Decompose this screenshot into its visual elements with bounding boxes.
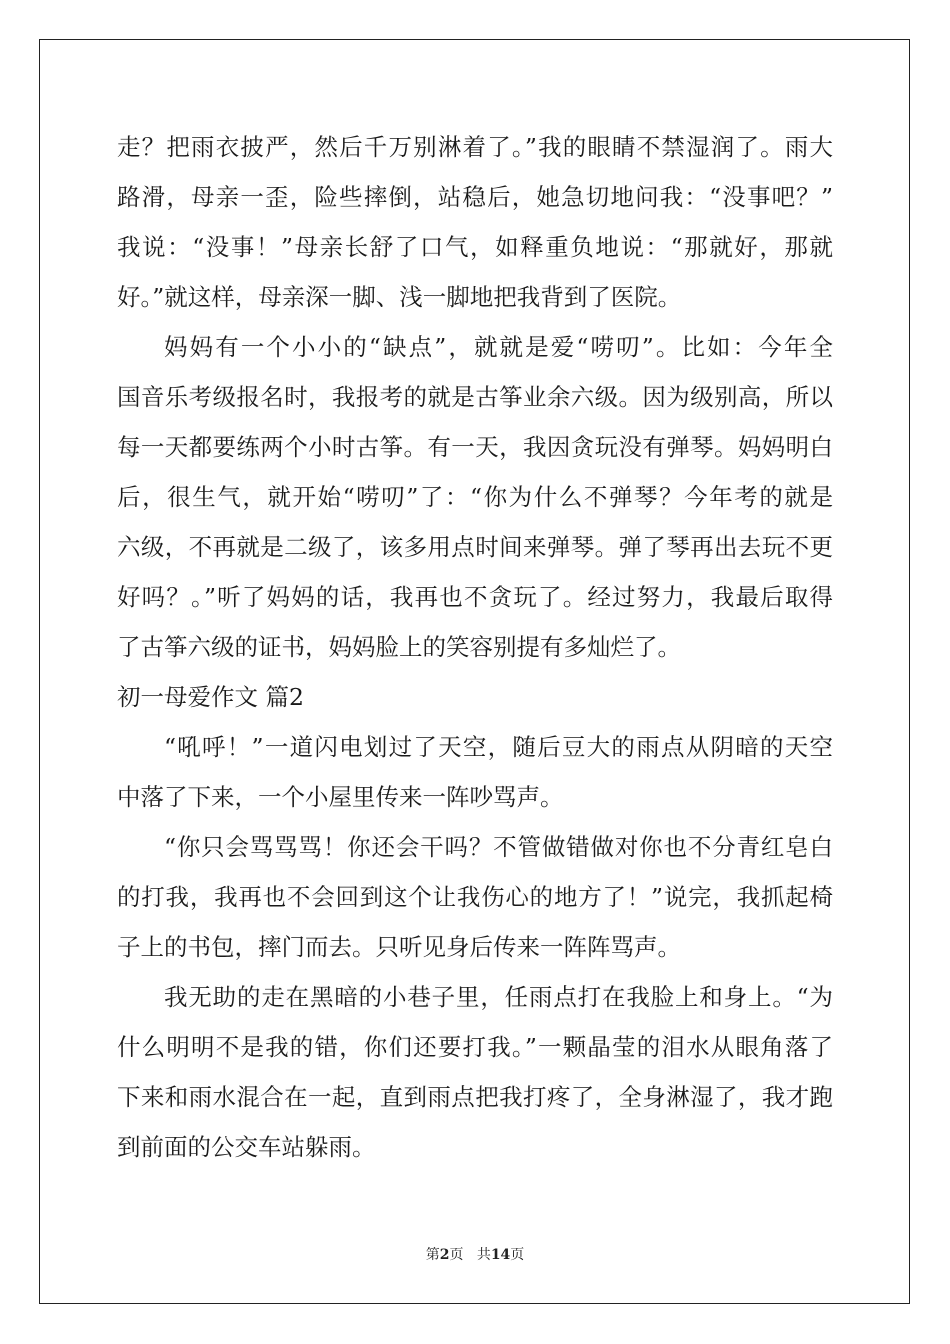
page-number: 2 <box>439 1247 450 1263</box>
text-line: 好吗？。”听了妈妈的话，我再也不贪玩了。经过努力，我最后取得 <box>117 583 833 611</box>
text-line: 子上的书包，摔门而去。只听见身后传来一阵阵骂声。 <box>117 933 681 961</box>
text-line: 中落了下来，一个小屋里传来一阵吵骂声。 <box>117 783 564 811</box>
text-line: 了古筝六级的证书，妈妈脸上的笑容别提有多灿烂了。 <box>117 633 681 661</box>
total-prefix: 共 <box>476 1247 491 1263</box>
text-line: “你只会骂骂骂！你还会干吗？不管做错做对你也不分青红皂白 <box>164 833 833 861</box>
text-line: 国音乐考级报名时，我报考的就是古筝业余六级。因为级别高，所以 <box>117 383 833 411</box>
text-line: 什么明明不是我的错，你们还要打我。”一颗晶莹的泪水从眼角落了 <box>117 1033 833 1061</box>
text-line: 我说：“没事！”母亲长舒了口气，如释重负地说：“那就好，那就 <box>117 233 833 261</box>
text-line: 后，很生气，就开始“唠叨”了：“你为什么不弹琴？今年考的就是 <box>117 483 833 511</box>
text-line: “吼呼！”一道闪电划过了天空，随后豆大的雨点从阴暗的天空 <box>164 733 833 761</box>
text-line: 六级，不再就是二级了，该多用点时间来弹琴。弹了琴再出去玩不更 <box>117 533 833 561</box>
text-line: 每一天都要练两个小时古筝。有一天，我因贪玩没有弹琴。妈妈明白 <box>117 433 833 461</box>
text-line: 好。”就这样，母亲深一脚、浅一脚地把我背到了医院。 <box>117 283 682 311</box>
text-line: 我无助的走在黑暗的小巷子里，任雨点打在我脸上和身上。“为 <box>164 983 833 1011</box>
text-line: 下来和雨水混合在一起，直到雨点把我打疼了，全身淋湿了，我才跑 <box>117 1083 833 1111</box>
document-body <box>117 122 833 1172</box>
page-footer <box>0 1245 950 1265</box>
text-line: 到前面的公交车站躲雨。 <box>117 1133 376 1161</box>
section-heading: 初一母爱作文 篇2 <box>117 683 304 711</box>
text-line: 的打我，我再也不会回到这个让我伤心的地方了！”说完，我抓起椅 <box>117 883 833 911</box>
text-line: 走？把雨衣披严，然后千万别淋着了。”我的眼睛不禁湿润了。雨大 <box>117 133 833 161</box>
total-suffix: 页 <box>510 1247 525 1263</box>
text-line: 路滑，母亲一歪，险些摔倒，站稳后，她急切地问我：“没事吧？” <box>117 183 833 211</box>
text-line: 妈妈有一个小小的“缺点”，就就是爱“唠叨”。比如：今年全 <box>164 333 833 361</box>
page-prefix: 第 <box>425 1247 440 1263</box>
page-suffix: 页 <box>449 1247 464 1263</box>
total-pages: 14 <box>490 1247 511 1263</box>
